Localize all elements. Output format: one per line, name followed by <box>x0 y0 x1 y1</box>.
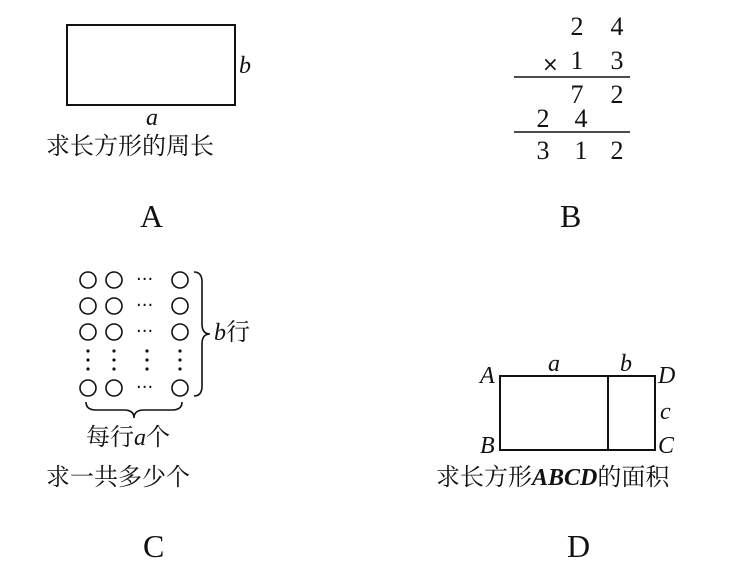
row-ellipsis: ··· <box>136 377 154 398</box>
vertex-label-a: A <box>480 363 495 389</box>
multiplier-digit: 1 <box>570 46 584 75</box>
row-ellipsis: ··· <box>136 321 154 342</box>
segment-label-a: a <box>548 351 560 377</box>
per-row-text: 每行 <box>86 423 134 451</box>
result-digit: 1 <box>574 136 588 165</box>
caption-a: 求长方形的周长 <box>46 132 214 160</box>
multiplicand-digit: 2 <box>570 12 584 41</box>
result-digit: 2 <box>610 136 624 165</box>
partial-product-1-digit: 2 <box>610 80 624 109</box>
segment-label-c: c <box>660 399 671 425</box>
row-ellipsis: ··· <box>136 269 154 290</box>
option-label-b: B <box>560 198 582 234</box>
caption-d-text-1: 求长方形 <box>436 463 532 491</box>
row-ellipsis: ··· <box>136 295 154 316</box>
per-row-unit: 个 <box>146 423 170 451</box>
multiplicand-digit: 4 <box>610 12 624 41</box>
vertex-label-b: B <box>480 433 495 459</box>
rows-label-text: 行 <box>226 318 250 346</box>
result-digit: 3 <box>536 136 550 165</box>
partial-product-2-digit: 4 <box>574 104 588 133</box>
rows-label-var: b <box>214 320 226 346</box>
segment-label-b: b <box>620 351 632 377</box>
vertex-label-c: C <box>658 433 675 459</box>
partial-product-1-digit: 7 <box>570 80 584 109</box>
per-row-var: a <box>134 425 146 451</box>
caption-d-text-2: 的面积 <box>597 463 670 491</box>
option-label-a: A <box>140 198 164 234</box>
side-label-b: b <box>239 53 251 79</box>
partial-product-2-digit: 2 <box>536 104 550 133</box>
caption-c: 求一共多少个 <box>46 463 190 491</box>
side-label-a: a <box>146 105 158 131</box>
times-sign: × <box>542 52 559 76</box>
rectangle-abcd <box>500 376 655 450</box>
caption-d-var: ABCD <box>532 465 598 491</box>
caption-d <box>436 465 669 490</box>
vertex-label-d: D <box>658 363 676 389</box>
option-label-c: C <box>143 528 165 564</box>
multiplier-digit: 3 <box>610 46 624 75</box>
option-label-d: D <box>567 528 591 564</box>
